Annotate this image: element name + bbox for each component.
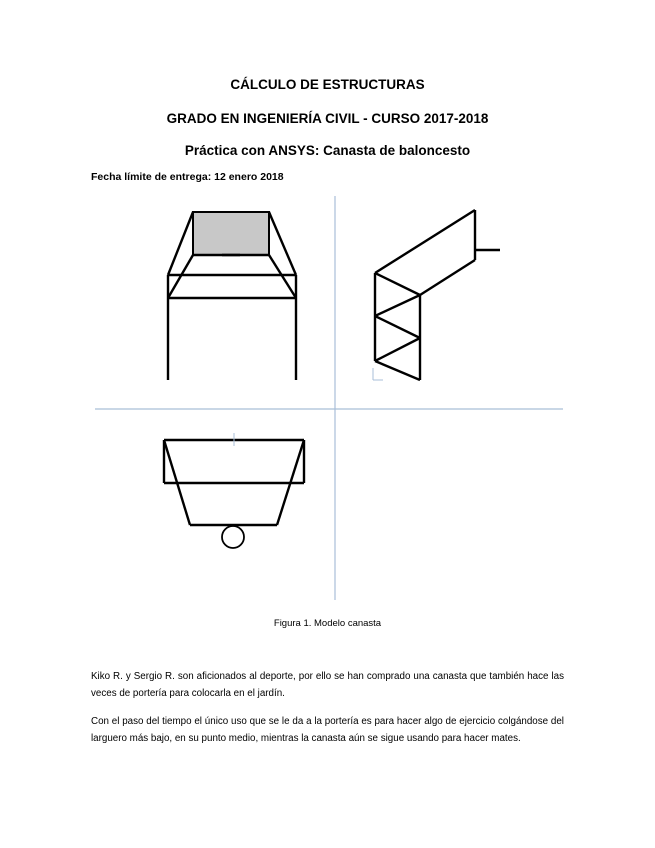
body-paragraph-1: Kiko R. y Sergio R. son aficionados al deporte, por ello se han comprado una canasta que también hace las veces de portería para colocarla en el jardín. (91, 671, 564, 699)
front-view (168, 212, 296, 380)
hoop (222, 526, 244, 548)
practice-subtitle: Práctica con ANSYS: Canasta de baloncesto (184, 143, 471, 158)
course-heading: GRADO EN INGENIERÍA CIVIL - CURSO 2017-2018 (166, 111, 489, 126)
backboard (193, 212, 269, 255)
side-view-axis-marker (373, 368, 383, 380)
top-view (164, 440, 304, 548)
side-view (375, 210, 500, 380)
figure-caption: Figura 1. Modelo canasta (273, 618, 382, 629)
body-paragraph-2: Con el paso del tiempo el único uso que se le da a la portería es para hacer algo de ejercicio colgándose del larguero más bajo, en su punto medio, mientras la canasta aún se sigue usando para hacer mates. (91, 716, 564, 744)
document-title: CÁLCULO DE ESTRUCTURAS (230, 77, 425, 92)
deadline-value: 12 enero 2018 (214, 171, 284, 183)
deadline-label: Fecha límite de entrega: (91, 171, 212, 183)
